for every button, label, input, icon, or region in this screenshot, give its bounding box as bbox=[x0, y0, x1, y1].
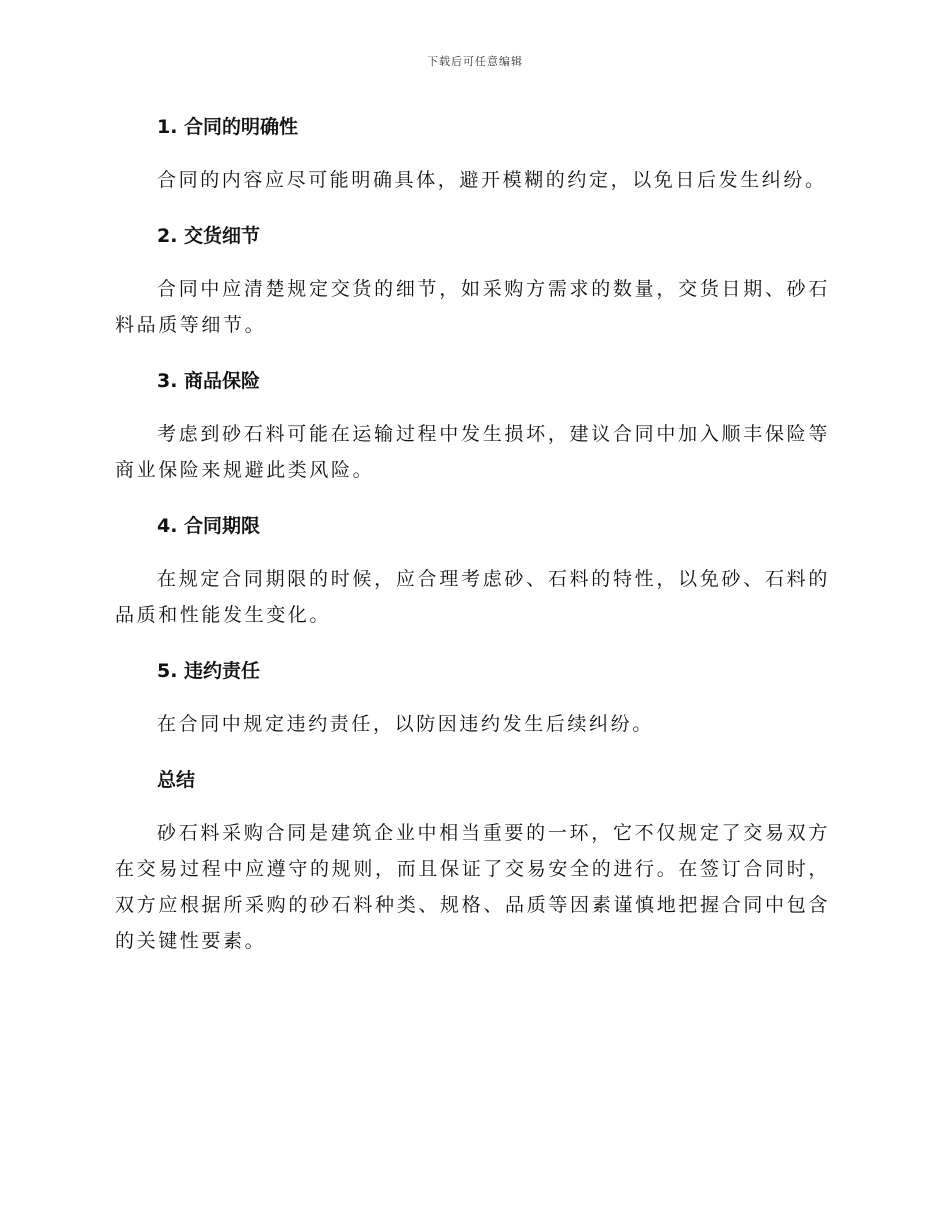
section-paragraph: 合同的内容应尽可能明确具体，避开模糊的约定，以免日后发生纠纷。 bbox=[157, 169, 827, 191]
section-paragraph: 砂石料采购合同是建筑企业中相当重要的一环，它不仅规定了交易双方在交易过程中应遵守的规则，而且保证了交易安全的进行。在签订合同时，双方应根据所采购的砂石料种类、规格、品质等因素谨慎地把握合同中包含的关键性要素。 bbox=[115, 822, 830, 952]
section-paragraph: 在合同中规定违约责任，以防因违约发生后续纠纷。 bbox=[157, 713, 654, 735]
section-heading: 3. 商品保险 bbox=[157, 370, 261, 392]
section-heading: 4. 合同期限 bbox=[157, 515, 261, 537]
section-heading: 1. 合同的明确性 bbox=[157, 116, 299, 138]
section-heading: 5. 违约责任 bbox=[157, 660, 261, 682]
section-contract-term bbox=[115, 509, 830, 654]
section-paragraph: 在规定合同期限的时候，应合理考虑砂、石料的特性，以免砂、石料的品质和性能发生变化。 bbox=[115, 568, 830, 626]
page-header: 下载后可任意编辑 bbox=[427, 55, 523, 68]
section-heading: 2. 交货细节 bbox=[157, 225, 261, 247]
section-delivery-details bbox=[115, 219, 830, 364]
section-contract-clarity bbox=[115, 110, 830, 219]
section-breach-liability bbox=[115, 654, 830, 763]
section-heading: 总结 bbox=[157, 769, 196, 791]
section-paragraph: 考虑到砂石料可能在运输过程中发生损坏，建议合同中加入顺丰保险等商业保险来规避此类风险。 bbox=[115, 423, 830, 481]
section-goods-insurance bbox=[115, 364, 830, 509]
section-summary bbox=[115, 763, 830, 959]
section-paragraph: 合同中应清楚规定交货的细节，如采购方需求的数量，交货日期、砂石料品质等细节。 bbox=[115, 278, 830, 336]
document-body bbox=[115, 110, 830, 959]
